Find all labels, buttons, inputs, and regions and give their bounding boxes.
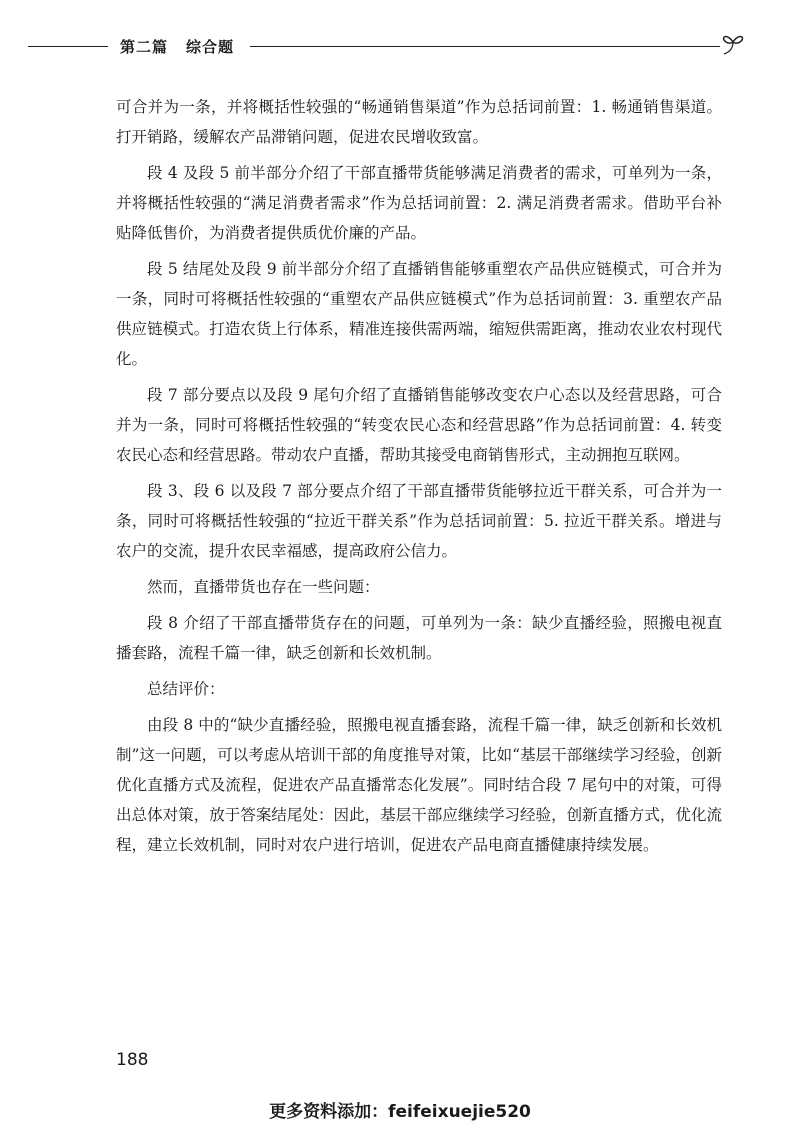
page-body [116,92,722,866]
header-chapter: 第二篇 [120,38,169,56]
paragraph-8: 总结评价： [147,680,225,698]
paragraph-7: 段 8 介绍了干部直播带货存在的问题，可单列为一条：缺少直播经验，照搬电视直播套路，流程千篇一律，缺乏创新和长效机制。 [116,614,722,662]
footer-note: 更多资料添加：feifeixuejie520 [269,1102,531,1122]
page-number: 188 [116,1050,149,1070]
paragraph-6: 然而，直播带货也存在一些问题： [147,578,380,596]
paragraph-5: 段 3、段 6 以及段 7 部分要点介绍了干部直播带货能够拉近干群关系，可合并为一条，同时可将概括性较强的“拉近干群关系”作为总括词前置：5. 拉近干群关系。增进与农户的交流，提升农民幸福感，提高政府公信力。 [116,482,722,560]
paragraph-1: 可合并为一条，并将概括性较强的“畅通销售渠道”作为总括词前置：1. 畅通销售渠道。打开销路，缓解农产品滞销问题，促进农民增收致富。 [116,98,722,146]
header-rule-left [28,46,108,47]
header-rule-right [250,46,720,47]
header-section: 综合题 [186,38,235,56]
leaf-ornament-icon [718,28,748,58]
paragraph-9: 由段 8 中的“缺少直播经验，照搬电视直播套路，流程千篇一律，缺乏创新和长效机制”这一问题，可以考虑从培训干部的角度推导对策，比如“基层干部继续学习经验，创新优化直播方式及流程，促进农产品直播常态化发展”。同时结合段 7 尾句中的对策，可得出总体对策，放于答案结尾处：因此，基层干部应继续学习经验，创新直播方式，优化流程，建立长效机制，同时对农户进行培训，促进农产品电商直播健康持续发展。 [116,716,722,854]
paragraph-3: 段 5 结尾处及段 9 前半部分介绍了直播销售能够重塑农产品供应链模式，可合并为一条，同时可将概括性较强的“重塑农产品供应链模式”作为总括词前置：3. 重塑农产品供应链模式。打造农货上行体系，精准连接供需两端，缩短供需距离，推动农业农村现代化。 [116,260,722,368]
paragraph-2: 段 4 及段 5 前半部分介绍了干部直播带货能够满足消费者的需求，可单列为一条，并将概括性较强的“满足消费者需求”作为总括词前置：2. 满足消费者需求。借助平台补贴降低售价，为消费者提供质优价廉的产品。 [116,164,722,242]
paragraph-4: 段 7 部分要点以及段 9 尾句介绍了直播销售能够改变农户心态以及经营思路，可合并为一条，同时可将概括性较强的“转变农民心态和经营思路”作为总括词前置：4. 转变农民心态和经营思路。带动农户直播，帮助其接受电商销售形式，主动拥抱互联网。 [116,386,722,464]
running-header [28,34,728,58]
